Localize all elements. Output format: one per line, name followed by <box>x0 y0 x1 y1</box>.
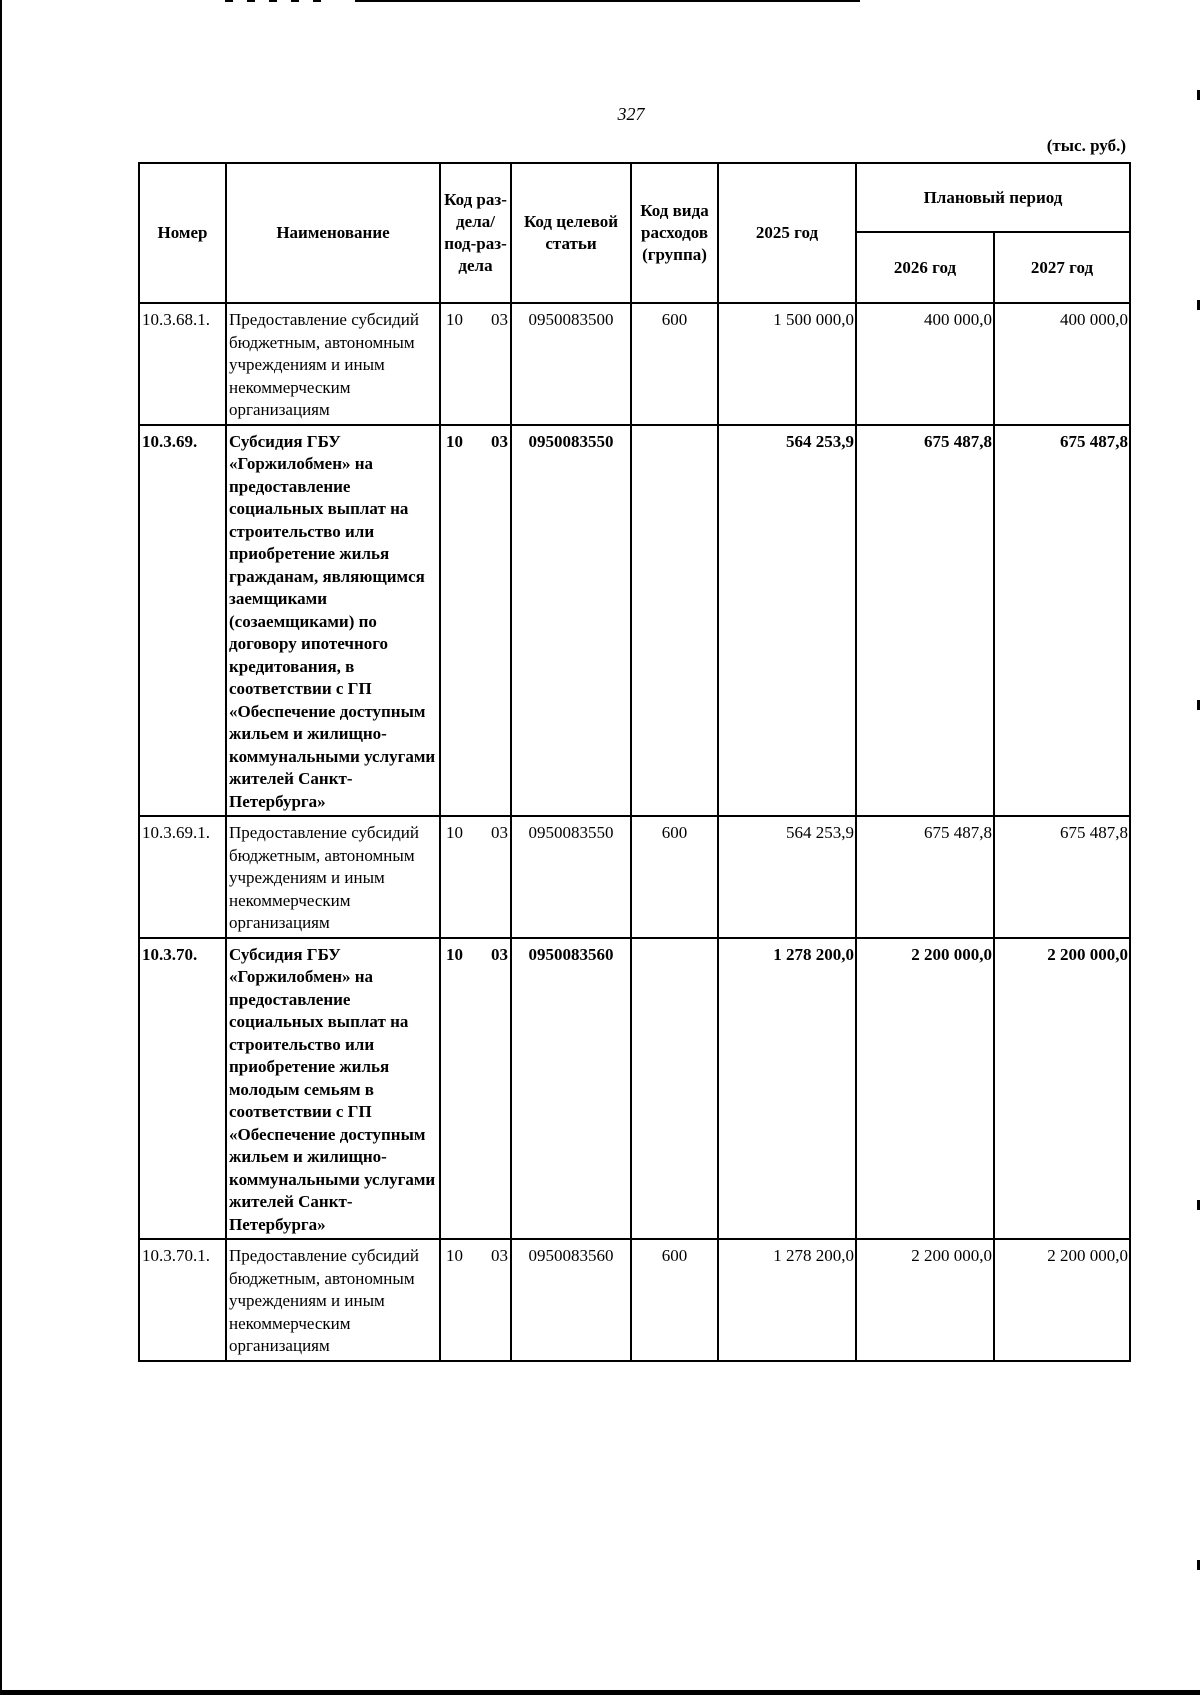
row-amount-2025: 1 278 200,0 <box>718 938 856 1240</box>
header-year-2025: 2025 год <box>718 163 856 303</box>
table-row <box>139 303 1130 425</box>
row-target-code: 0950083500 <box>511 303 631 425</box>
row-amount-2027: 2 200 000,0 <box>994 1239 1130 1361</box>
row-subsection: 03 <box>491 1246 508 1265</box>
row-expense-code <box>631 425 718 817</box>
row-subsection: 03 <box>491 431 508 451</box>
table-row <box>139 938 1130 1240</box>
row-section-cell <box>440 816 511 938</box>
header-year-2027: 2027 год <box>994 232 1130 303</box>
row-number: 10.3.69. <box>139 425 226 817</box>
header-number: Номер <box>139 163 226 303</box>
row-target-code: 0950083550 <box>511 425 631 817</box>
row-name: Субсидия ГБУ «Горжилобмен» на предоставление социальных выплат на строительство или приобретение жилья молодым семьям в соответствии с ГП «Обеспечение доступным жильем и жилищно-коммунальными услугами жителей Санкт-Петербурга» <box>226 938 440 1240</box>
row-subsection: 03 <box>491 944 508 964</box>
table-row <box>139 816 1130 938</box>
row-subsection: 03 <box>491 823 508 842</box>
row-amount-2026: 675 487,8 <box>856 816 994 938</box>
row-amount-2027: 400 000,0 <box>994 303 1130 425</box>
header-year-2026: 2026 год <box>856 232 994 303</box>
row-section-cell <box>440 1239 511 1361</box>
row-name: Предоставление субсидий бюджетным, автономным учреждениям и иным некоммерческим организациям <box>226 303 440 425</box>
header-section: Код раз-дела/ под-раз-дела <box>440 163 511 303</box>
row-subsection: 03 <box>491 310 508 329</box>
row-target-code: 0950083550 <box>511 816 631 938</box>
row-section: 10 <box>446 431 463 451</box>
row-target-code: 0950083560 <box>511 1239 631 1361</box>
units-label: (тыс. руб.) <box>1046 136 1126 155</box>
row-amount-2026: 2 200 000,0 <box>856 938 994 1240</box>
row-section: 10 <box>446 1246 463 1265</box>
row-amount-2027: 675 487,8 <box>994 816 1130 938</box>
row-section: 10 <box>446 823 463 842</box>
row-amount-2025: 1 278 200,0 <box>718 1239 856 1361</box>
row-amount-2025: 564 253,9 <box>718 425 856 817</box>
row-amount-2026: 675 487,8 <box>856 425 994 817</box>
header-name: Наименование <box>226 163 440 303</box>
table-row <box>139 1239 1130 1361</box>
row-amount-2026: 2 200 000,0 <box>856 1239 994 1361</box>
row-expense-code <box>631 938 718 1240</box>
row-amount-2027: 2 200 000,0 <box>994 938 1130 1240</box>
row-expense-code: 600 <box>631 303 718 425</box>
row-number: 10.3.70. <box>139 938 226 1240</box>
header-target: Код целевой статьи <box>511 163 631 303</box>
scan-artifact-top-dashes <box>225 0 335 2</box>
row-name: Предоставление субсидий бюджетным, автономным учреждениям и иным некоммерческим организациям <box>226 816 440 938</box>
row-expense-code: 600 <box>631 816 718 938</box>
row-section-cell <box>440 425 511 817</box>
row-name: Субсидия ГБУ «Горжилобмен» на предоставление социальных выплат на строительство или приобретение жилья гражданам, являющимся заемщиками (созаемщиками) по договору ипотечного кредитования, в соответствии с ГП «Обеспечение доступным жильем и жилищно-коммунальными услугами жителей Санкт-Петербурга» <box>226 425 440 817</box>
table-body <box>139 303 1130 1361</box>
scan-artifact-bottom-line <box>0 1690 1200 1695</box>
scan-artifact-top-line <box>355 0 860 2</box>
table-row <box>139 425 1130 817</box>
row-number: 10.3.69.1. <box>139 816 226 938</box>
row-number: 10.3.68.1. <box>139 303 226 425</box>
budget-table <box>138 162 1131 1362</box>
page-number: 327 <box>617 104 645 124</box>
row-expense-code: 600 <box>631 1239 718 1361</box>
header-expense: Код вида расходов (группа) <box>631 163 718 303</box>
row-section: 10 <box>446 310 463 329</box>
row-target-code: 0950083560 <box>511 938 631 1240</box>
row-amount-2025: 1 500 000,0 <box>718 303 856 425</box>
row-amount-2027: 675 487,8 <box>994 425 1130 817</box>
row-section: 10 <box>446 944 463 964</box>
row-section-cell <box>440 938 511 1240</box>
row-name: Предоставление субсидий бюджетным, автономным учреждениям и иным некоммерческим организациям <box>226 1239 440 1361</box>
scan-artifact-left-edge <box>0 0 2 1695</box>
row-number: 10.3.70.1. <box>139 1239 226 1361</box>
row-amount-2026: 400 000,0 <box>856 303 994 425</box>
header-plan-period: Плановый период <box>856 163 1130 232</box>
row-amount-2025: 564 253,9 <box>718 816 856 938</box>
row-section-cell <box>440 303 511 425</box>
